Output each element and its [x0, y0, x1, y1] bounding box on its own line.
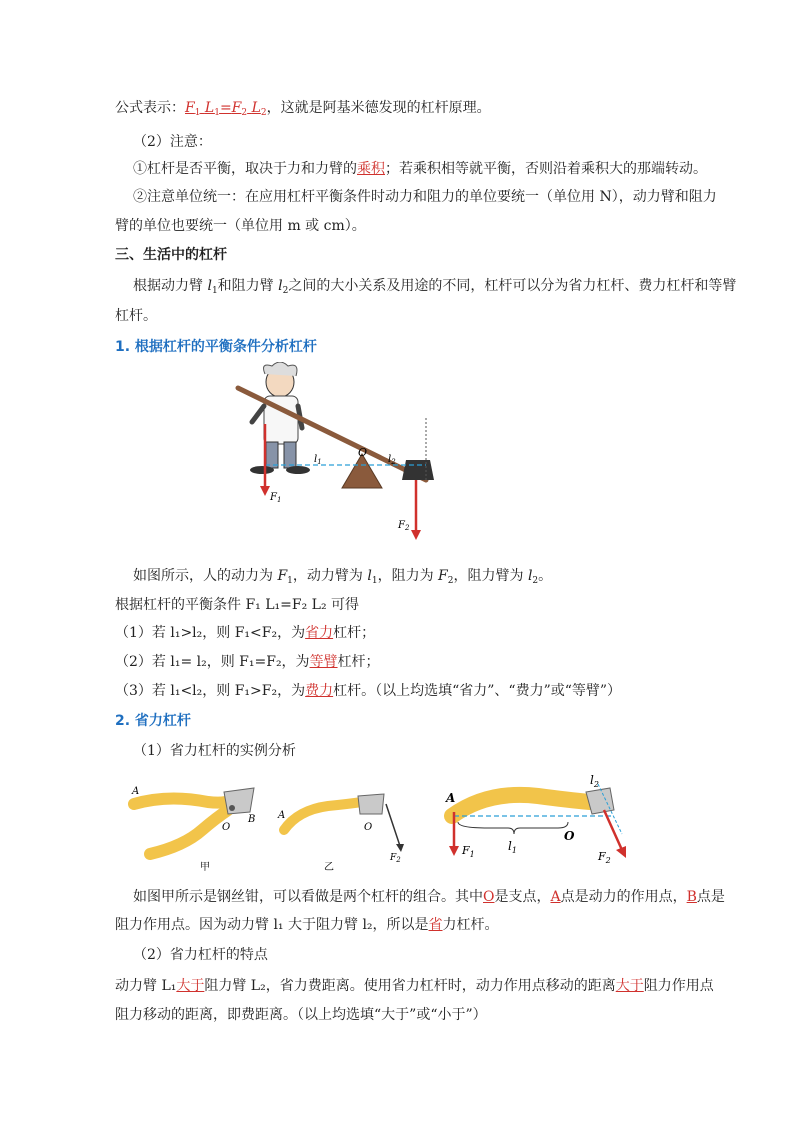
svg-text:F2: $F_2$ — [390, 853, 401, 864]
pliers-jia — [131, 786, 255, 873]
svg-text:l2: $l_2$ — [590, 773, 599, 789]
intro-line-2: 杠杆。 — [115, 308, 157, 324]
feature-heading: （2）省力杠杆的特点 — [133, 947, 268, 963]
svg-text:A: A — [278, 810, 286, 821]
answer-blank: 费力 — [305, 683, 334, 699]
svg-text:A: A — [446, 791, 456, 805]
svg-text:乙: 乙 — [324, 862, 334, 873]
note-heading: （2）注意： — [133, 134, 212, 150]
fulcrum-label: O — [358, 446, 368, 459]
feature-line-1: 动力臂 L₁大于阻力臂 L₂，省力费距离。使用省力杠杆时，动力作用点移动的距离大于阻力作用点 — [115, 978, 714, 994]
note-1: ①杠杆是否平衡，取决于力和力臂的乘积；若乘积相等就平衡，否则沿着乘积大的那端转动。 — [133, 161, 707, 177]
load-weight — [402, 460, 434, 480]
case-2: （2）若 l₁= l₂，则 F₁=F₂，为等臂杠杆； — [115, 654, 380, 670]
arm-l2-label: $l_2$ — [388, 454, 396, 466]
svg-text:B: B — [248, 814, 256, 825]
answer-blank: 大于 — [615, 978, 644, 994]
figure-1-description: 如图所示，人的动力为 $F_1$，动力臂为 $l_1$，阻力为 $F_2$，阻力臂为 $l_2$。 — [133, 568, 553, 586]
case-3: （3）若 l₁<l₂，则 F₁>F₂，为费力杠杆。（以上均选填“省力”、“费力”或“等臂”） — [115, 683, 622, 699]
pliers-lever-diagram — [445, 773, 626, 865]
note-2-line-1: ②注意单位统一：在应用杠杆平衡条件时动力和阻力的单位要统一（单位用 N），动力臂和阻力 — [133, 189, 717, 205]
svg-text:甲: 甲 — [200, 862, 210, 873]
answer-blank: 等臂 — [309, 654, 338, 670]
formula-answer: $F_1$ $L_1=F_2$ $L_2$ — [185, 100, 267, 118]
answer-blank: 省 — [428, 917, 443, 933]
pliers-yi — [277, 794, 404, 873]
force-f1-label: $F_1$ — [270, 492, 282, 504]
pliers-description-line-1: 如图甲所示是钢丝钳，可以看做是两个杠杆的组合。其中O是支点，A点是动力的作用点，B点是 — [133, 889, 725, 905]
subsection-1-title: 1. 根据杠杆的平衡条件分析杠杆 — [115, 339, 317, 355]
svg-text:O: O — [222, 822, 231, 833]
subsection-2-title: 2. 省力杠杆 — [115, 713, 191, 729]
formula-line: 公式表示：$F_1$ $L_1=F_2$ $L_2$，这就是阿基米德发现的杠杆原理。 — [115, 100, 491, 118]
answer-blank: 乘积 — [357, 161, 385, 177]
pliers-figure — [128, 770, 648, 882]
balance-condition-line: 根据杠杆的平衡条件 F₁ L₁=F₂ L₂ 可得 — [115, 597, 360, 613]
feature-line-2: 阻力移动的距离，即费距离。（以上均选填“大于”或“小于”） — [115, 1007, 487, 1023]
force-f2-label: $F_2$ — [398, 520, 410, 532]
pliers-description-line-2: 阻力作用点。因为动力臂 l₁ 大于阻力臂 l₂，所以是省力杠杆。 — [115, 917, 499, 933]
svg-text:l1: $l_1$ — [508, 839, 517, 855]
example-heading: （1）省力杠杆的实例分析 — [133, 743, 296, 759]
svg-text:A: A — [132, 786, 140, 797]
note-2-line-2: 臂的单位也要统一（单位用 m 或 cm）。 — [115, 218, 366, 234]
intro-line-1: 根据动力臂 $l_1$和阻力臂 $l_2$之间的大小关系及用途的不同，杠杆可以分为省力杠杆、费力杠杆和等臂 — [133, 278, 737, 296]
answer-blank: 省力 — [305, 625, 334, 641]
arm-l1-label: $l_1$ — [314, 454, 322, 466]
svg-text:O: O — [564, 829, 575, 843]
svg-text:F2: $F_2$ — [598, 850, 611, 865]
svg-text:O: O — [364, 822, 373, 833]
answer-blank: 大于 — [176, 978, 205, 994]
fulcrum — [342, 454, 382, 488]
section-3-title: 三、生活中的杠杆 — [115, 247, 227, 263]
lever-figure-1 — [230, 362, 440, 542]
case-1: （1）若 l₁>l₂，则 F₁<F₂，为省力杠杆； — [115, 625, 376, 641]
svg-text:F1: $F_1$ — [462, 844, 475, 859]
